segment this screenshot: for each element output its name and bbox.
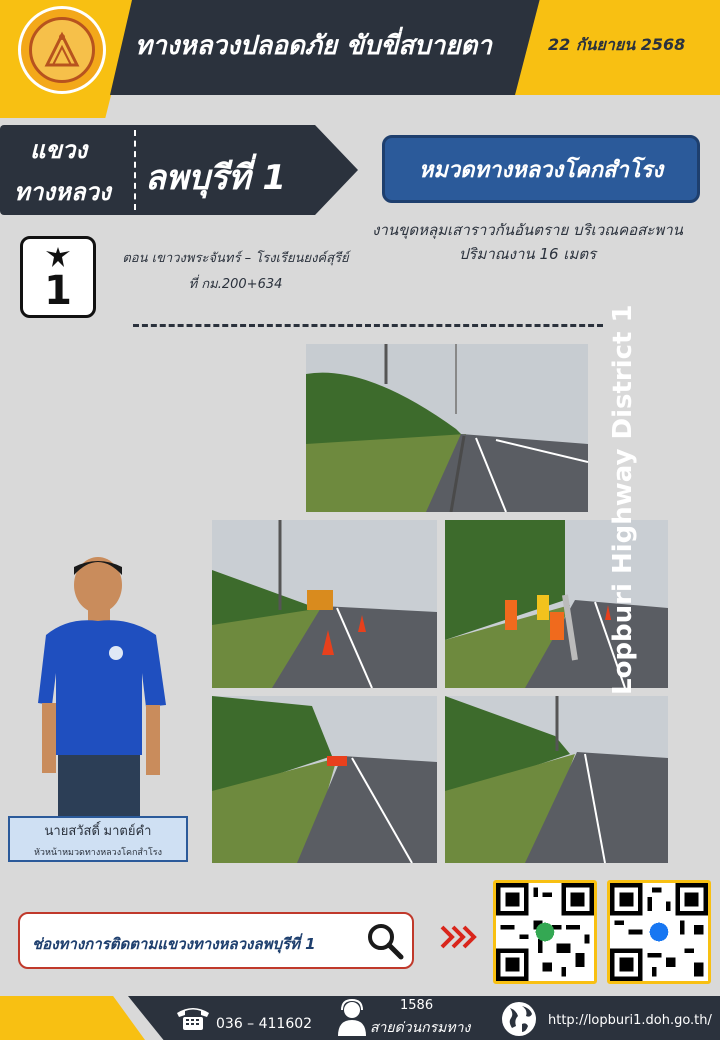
search-icon — [365, 921, 405, 961]
unit-name-box: หมวดทางหลวงโคกสำโรง — [382, 135, 700, 203]
header-title: ทางหลวงปลอดภัย ขับขี่สบายตา — [135, 31, 492, 61]
work-photo-4 — [212, 696, 437, 863]
work-photo-1 — [306, 344, 588, 512]
phone-icon — [175, 1003, 211, 1031]
section-line1: ตอน เขาวงพระจันทร์ – โรงเรียนยงค์สุรีย์ — [122, 251, 349, 266]
garuda-icon — [44, 245, 72, 269]
header-date: 22 กันยายน 2568 — [548, 35, 686, 54]
globe-icon — [500, 1000, 538, 1038]
footer-hotline-number[interactable]: 1586 — [400, 998, 434, 1013]
footer-phone[interactable]: 036 – 411602 — [216, 1016, 313, 1032]
follow-text: ช่องทางการติดตามแขวงทางหลวงลพบุรีที่ 1 — [32, 935, 316, 953]
person-photo — [38, 555, 173, 817]
district-label-line1: แขวง — [30, 136, 88, 164]
district-label-line2: ทางหลวง — [14, 178, 111, 206]
side-caption-text: Lopburi Highway District 1 — [608, 304, 638, 695]
chevron-right-icon — [440, 922, 480, 952]
footer-hotline-label: สายด่วนกรมทาง — [370, 1020, 471, 1036]
dashed-divider — [133, 324, 603, 327]
qr-code-facebook[interactable] — [607, 880, 711, 984]
person-position: หัวหน้าหมวดทางหลวงโคกสำโรง — [33, 848, 163, 858]
section-line2: ที่ กม.200+634 — [188, 277, 283, 292]
footer-yellow — [0, 996, 145, 1040]
follow-channel-box[interactable] — [18, 912, 414, 969]
person-name-box — [8, 816, 188, 862]
route-shield — [20, 236, 96, 318]
work-photo-5 — [445, 696, 668, 863]
department-logo — [18, 6, 106, 94]
banner-divider — [134, 130, 136, 210]
person-name: นายสวัสดิ์ มาตย์คำ — [44, 823, 152, 838]
headset-icon — [336, 998, 368, 1036]
job-line2: ปริมาณงาน 16 เมตร — [458, 245, 597, 263]
side-caption — [608, 304, 648, 695]
job-line1: งานขุดหลุมเสาราวกันอันตราย บริเวณคอสะพาน — [372, 221, 683, 239]
work-photo-2 — [212, 520, 437, 688]
emblem-icon — [39, 27, 85, 73]
job-description — [340, 218, 715, 266]
qr-code-map[interactable] — [493, 880, 597, 984]
footer-website-link[interactable]: http://lopburi1.doh.go.th/ — [548, 1013, 712, 1028]
route-section — [108, 246, 363, 298]
district-name: ลพบุรีที่ 1 — [145, 158, 286, 198]
route-number: 1 — [44, 268, 72, 314]
